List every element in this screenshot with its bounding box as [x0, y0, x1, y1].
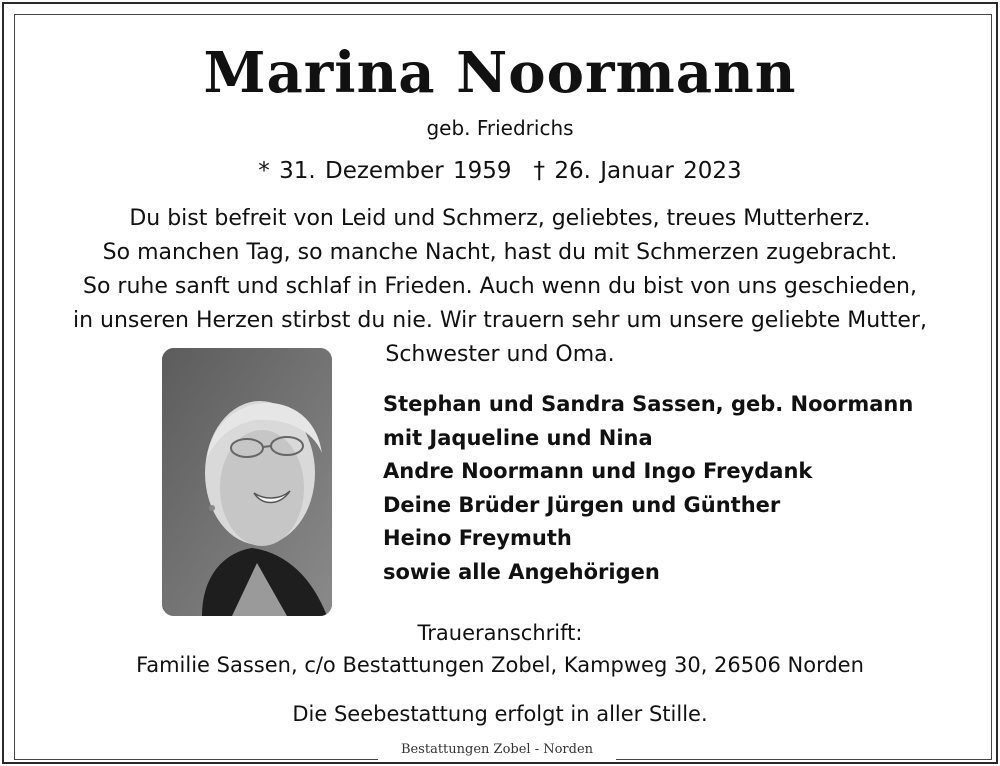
mourners-list	[383, 388, 913, 589]
deceased-name: Marina Noormann	[203, 40, 797, 106]
address-label: Traueranschrift:	[417, 621, 583, 645]
portrait-photo	[162, 348, 332, 616]
poem-line: So manchen Tag, so manche Nacht, hast du mit Schmerzen zugebracht.	[102, 240, 898, 265]
mourning-address: Familie Sassen, c/o Bestattungen Zobel, Kampweg 30, 26506 Norden	[136, 653, 864, 677]
mourner-line: Heino Freymuth	[383, 526, 572, 550]
footer-credit: Bestattungen Zobel - Norden	[400, 742, 594, 757]
poem-line: Schwester und Oma.	[385, 342, 615, 367]
burial-note: Die Seebestattung erfolgt in aller Stille.	[292, 702, 708, 726]
mourner-line: sowie alle Angehörigen	[383, 559, 660, 584]
poem-line: in unseren Herzen stirbst du nie. Wir trauern sehr um unsere geliebte Mutter,	[73, 308, 927, 333]
birth-date: * 31. Dezember 1959	[258, 158, 512, 184]
mourner-line: Stephan und Sandra Sassen, geb. Noormann	[383, 392, 914, 416]
poem	[0, 202, 1000, 372]
death-date: † 26. Januar 2023	[533, 158, 742, 184]
poem-line: Du bist befreit von Leid und Schmerz, geliebtes, treues Mutterherz.	[129, 206, 871, 231]
poem-line: So ruhe sanft und schlaf in Frieden. Auch wenn du bist von uns geschieden,	[83, 274, 917, 299]
mourner-line: mit Jaqueline und Nina	[383, 425, 653, 450]
mourner-line: Andre Noormann und Ingo Freydank	[383, 459, 813, 483]
mourner-line: Deine Brüder Jürgen und Günther	[383, 492, 781, 517]
maiden-name: geb. Friedrichs	[426, 116, 574, 140]
life-dates	[0, 158, 1000, 184]
